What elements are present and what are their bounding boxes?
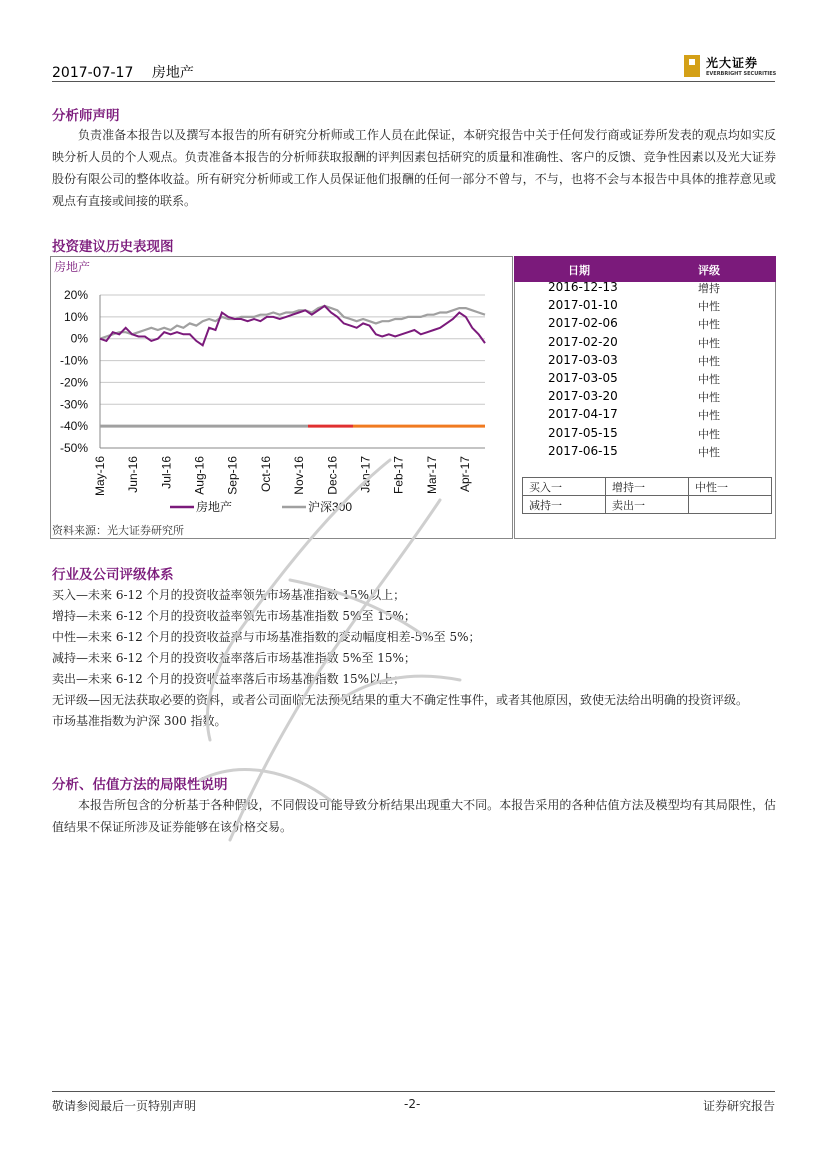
col-rating-header: 评级 (698, 264, 720, 277)
rating-row-rating: 中性 (698, 409, 720, 423)
chart-y-ticks (60, 288, 88, 455)
x-tick-label: Mar-17 (424, 456, 439, 495)
legend-underweight: 减持一 (523, 496, 606, 514)
legend-sell: 卖出一 (606, 496, 689, 514)
x-tick-label: May-16 (93, 456, 107, 497)
y-tick-label: -10% (59, 353, 88, 368)
rating-row-rating: 增持 (698, 282, 720, 295)
rating-line-neutral: 中性—未来 6-12 个月的投资收益率与市场基准指数的变动幅度相差-5%至 5%； (52, 630, 481, 644)
rating-line-none: 无评级—因无法获取必要的资料，或者公司面临无法预见结果的重大不确定性事件，或者其他原因，致使无法给出明确的投资评级。 (52, 693, 749, 707)
rating-row-rating: 中性 (698, 445, 720, 459)
rating-line-benchmark: 市场基准指数为沪深 300 指数。 (52, 714, 227, 728)
x-tick-label: Oct-16 (258, 456, 273, 493)
rating-row (514, 316, 776, 334)
series-line-hs300 (100, 306, 485, 339)
y-tick-label: 20% (63, 288, 88, 302)
legend-overweight: 增持一 (606, 478, 689, 496)
x-tick-label: Aug-16 (192, 456, 207, 495)
page-number: -2- (404, 1097, 421, 1111)
history-title: 投资建议历史表现图 (52, 239, 174, 255)
report-date: 2017-07-17 (52, 65, 134, 81)
x-tick-label: Dec-16 (325, 456, 340, 495)
analyst-statement-text: 负责准备本报告以及撰写本报告的所有研究分析师或工作人员在此保证，本研究报告中关于任何发行商或证券所发表的观点均如实反映分析人员的个人观点。负责准备本报告的分析师获取报酬的评判因素包括研究的质量和准确性、客户的反馈、竞争性因素以及光大证券股份有限公司的整体收益。所有研究分析师或工作人员保证他们报酬的任何一部分不曾与，不与，也将不会与本报告中具体的推荐意见或观点有直接或间接的联系。 (52, 128, 776, 208)
report-sector: 房地产 (151, 65, 194, 81)
rating-row-date: 2017-05-15 (548, 425, 618, 440)
col-date-header: 日期 (568, 264, 590, 277)
logo-mark-icon (684, 55, 700, 77)
rating-row (514, 353, 776, 371)
legend-empty (689, 496, 772, 514)
legend-label: 房地产 (196, 500, 233, 514)
chart-source: 资料来源：光大证券研究所 (52, 524, 184, 537)
rating-row-date: 2017-02-20 (548, 334, 618, 349)
chart-label: 房地产 (54, 260, 91, 274)
header-divider (52, 81, 775, 82)
watermark-signature (140, 440, 500, 880)
x-tick-label: Apr-17 (458, 456, 472, 493)
y-tick-label: -20% (59, 375, 88, 390)
rating-row-date: 2017-04-17 (548, 407, 618, 422)
rating-row-rating: 中性 (698, 354, 720, 368)
logo-en-text: EVERBRIGHT SECURITIES (706, 71, 777, 77)
rating-row (514, 426, 776, 444)
rating-row (514, 335, 776, 353)
rating-line-sell: 卖出—未来 6-12 个月的投资收益率落后市场基准指数 15%以上； (52, 672, 406, 686)
rating-table-header (514, 256, 776, 282)
rating-row-rating: 中性 (698, 391, 720, 405)
x-tick-label: Jul-16 (159, 456, 174, 489)
x-tick-label: Nov-16 (292, 456, 307, 495)
rating-legend-table (522, 477, 772, 514)
footer-report-type: 证券研究报告 (703, 1099, 776, 1113)
x-tick-label: Feb-17 (391, 456, 406, 495)
rating-system-title: 行业及公司评级体系 (52, 567, 174, 583)
y-tick-label: -40% (59, 419, 88, 434)
rating-row (514, 444, 776, 462)
rating-row-date: 2017-02-06 (548, 316, 618, 331)
footer-divider (52, 1091, 775, 1092)
rating-row-rating: 中性 (698, 336, 720, 350)
limitation-title: 分析、估值方法的局限性说明 (52, 777, 228, 793)
rating-row-date: 2016-12-13 (548, 280, 618, 294)
rating-row-date: 2017-03-05 (548, 371, 618, 385)
y-tick-label: 0% (70, 331, 88, 346)
analyst-statement-body (52, 124, 776, 212)
limitation-text: 本报告所包含的分析基于各种假设，不同假设可能导致分析结果出现重大不同。本报告采用的各种估值方法及模型均有其局限性，估值结果不保证所涉及证券能够在该价格交易。 (52, 798, 776, 834)
rating-row (514, 280, 776, 298)
rating-row-date: 2017-06-15 (548, 443, 618, 458)
y-tick-label: 10% (63, 309, 88, 324)
rating-row-date: 2017-03-03 (548, 352, 618, 367)
rating-row-rating: 中性 (698, 318, 720, 332)
rating-line-buy: 买入—未来 6-12 个月的投资收益率领先市场基准指数 15%以上； (52, 588, 406, 602)
legend-buy: 买入一 (523, 478, 606, 496)
rating-line-underweight: 减持—未来 6-12 个月的投资收益率落后市场基准指数 5%至 15%； (52, 651, 416, 665)
logo-cn-text: 光大证券 (706, 56, 759, 70)
x-tick-label: Jun-16 (126, 456, 141, 493)
rating-row-rating: 中性 (698, 373, 720, 386)
chart-series (100, 306, 485, 426)
rating-row (514, 407, 776, 425)
rating-line-overweight: 增持—未来 6-12 个月的投资收益率领先市场基准指数 5%至 15%； (52, 609, 416, 623)
rating-row-date: 2017-03-20 (548, 389, 618, 404)
analyst-statement-title: 分析师声明 (52, 108, 120, 124)
legend-neutral: 中性一 (689, 478, 772, 496)
x-tick-label: Sep-16 (225, 456, 240, 495)
rating-row-rating: 中性 (698, 427, 720, 441)
legend-label: 沪深300 (308, 500, 353, 514)
y-tick-label: -30% (59, 397, 88, 412)
x-tick-label: Jan-17 (358, 456, 373, 493)
rating-row (514, 371, 776, 389)
page-header (52, 62, 208, 82)
rating-row-rating: 中性 (698, 300, 720, 314)
footer-disclaimer: 敬请参阅最后一页特别声明 (52, 1099, 197, 1113)
y-tick-label: -50% (59, 441, 88, 455)
company-logo (684, 54, 776, 77)
rating-row (514, 298, 776, 316)
rating-row-date: 2017-01-10 (548, 298, 618, 313)
rating-row (514, 389, 776, 407)
